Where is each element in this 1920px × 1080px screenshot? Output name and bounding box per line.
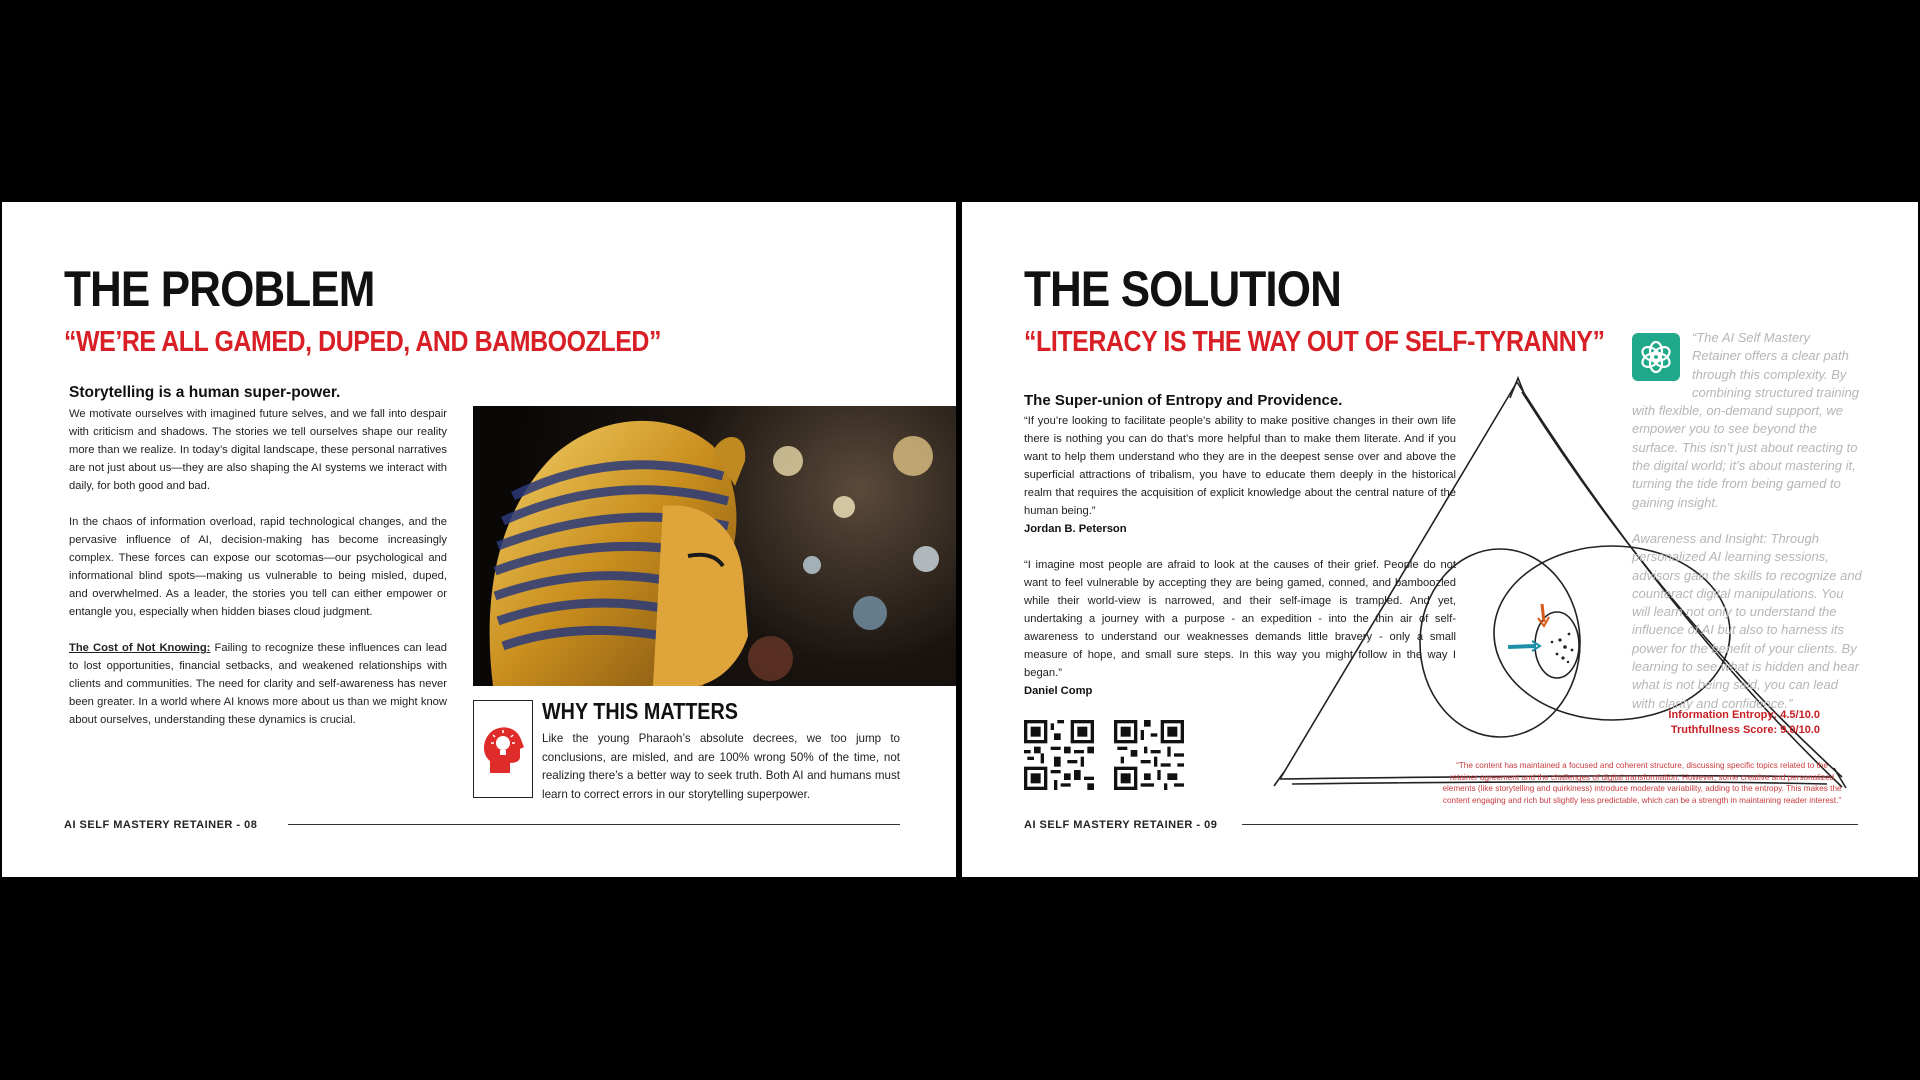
quote-text: “I imagine most people are afraid to look at the causes of their grief. People do not want to feel vulnerable by accepting they are being gamed, conned, and bamboozled while their world-view is narrowed, and their self-image is trampled. And yet, undertaking a journey with a purpose - an expedition - into the thin air of self-awareness to understand our weaknesses demands little bravery - only a small measure of hope, and small sure steps. In this way you might follow in the way I began.”	[1024, 559, 1456, 679]
paragraph: In the chaos of information overload, rapid technological changes, and the pervasive influence of AI, decision-making has become increasingly complex. These forces can expose our scotomas—our psychological and informational blind spots—making us vulnerable to being misled, duped, and overwhelmed. As a leader, the stories you tell can either empower or entangle you, especially when hidden biases cloud judgment.	[69, 516, 447, 618]
pharaoh-mask-illustration	[473, 406, 956, 686]
information-entropy-metric: Information Entropy: 4.5/10.0	[1668, 709, 1820, 721]
ai-commentary-paragraph	[1632, 329, 1862, 512]
page-footer: AI SELF MASTERY RETAINER - 09	[1024, 819, 1218, 831]
quote-author: Jordan B. Peterson	[1024, 523, 1127, 535]
footer-divider	[288, 824, 900, 825]
quote-comp	[1024, 556, 1456, 700]
footer-divider	[1242, 824, 1858, 825]
qr-code[interactable]	[1114, 720, 1184, 790]
page-subtitle: “WE’RE ALL GAMED, DUPED, AND BAMBOOZLED”	[64, 326, 662, 358]
ai-commentary-paragraph: Awareness and Insight: Through personalized AI learning sessions, advisors gain the skills to recognize and counteract digital manipulations. You will learn not only to understand the influence of AI but also to harness its power for the benefit of your clients. By learning to see what is hidden and hear what is not being said, you can lead with clarity and confidence.”	[1632, 530, 1862, 711]
lead-heading: The Super-union of Entropy and Providence.	[1024, 392, 1343, 409]
truthfulness-score-metric: Truthfullness Score: 9.0/10.0	[1670, 724, 1820, 736]
ai-commentary	[1632, 329, 1862, 731]
page-title: THE PROBLEM	[64, 261, 375, 317]
left-page	[2, 202, 956, 877]
quote-author: Daniel Comp	[1024, 685, 1093, 697]
lead-heading: Storytelling is a human super-power.	[69, 384, 341, 401]
quote-peterson	[1024, 412, 1456, 538]
why-this-matters-title: WHY THIS MATTERS	[542, 698, 738, 724]
paragraph: We motivate ourselves with imagined future selves, and we fall into despair with criticism and shadows. The stories we tell ourselves shape our reality more than we realize. In today’s digital landscape, these personal narratives are not just about us—they are also shaping the AI systems we interact with daily, for both good and bad.	[69, 408, 447, 492]
page-title: THE SOLUTION	[1024, 261, 1341, 317]
ai-analysis-note: “The content has maintained a focused and coherent structure, discussing specific topics related to the retainer agreement and the challenges of digital transformation. However, some creative and personalized elements (like storytelling and quirkiness) introduce moderate variability, adding to the entropy. This makes the content engaging and rich but slightly less predictable, which can be a strength in maintaining reader interest.”	[1442, 761, 1842, 805]
paragraph-text: Failing to recognize these influences can lead to lost opportunities, financial setbacks, and weakened relationships with clients and communities. The need for clarity and self-awareness has never been greater. In a world where AI knows more about us than we might know about ourselves, understanding these dynamics is crucial.	[69, 642, 447, 726]
right-page	[962, 202, 1918, 877]
lightbulb-head-icon	[473, 700, 533, 798]
qr-code[interactable]	[1024, 720, 1094, 790]
page-footer: AI SELF MASTERY RETAINER - 08	[64, 819, 258, 831]
pharaoh-image	[473, 406, 956, 686]
body-text	[69, 405, 447, 747]
why-this-matters-text: Like the young Pharaoh’s absolute decrees, we too jump to conclusions, are misled, and are 100% wrong 50% of the time, not realizing there’s a better way to seek truth. Both AI and humans must learn to correct errors in our storytelling superpower.	[542, 732, 900, 801]
paragraph-label: The Cost of Not Knowing:	[69, 642, 211, 654]
quote-text: “If you’re looking to facilitate people’s ability to make positive changes in their own life there is nothing you can do that’s more helpful than to make them literate. And if you want to help them understand who they are in the deepest sense over and above the superficial attractions of tribalism, you have to educate them deeply in the historical realm that requires the acquisition of explicit knowledge about the central nature of the human being.”	[1024, 415, 1456, 517]
ai-commentary-text: “The AI Self Mastery Retainer offers a clear path through this complexity. By combining structured training with flexible, on-demand support, we empower you to see beyond the surface. This isn’t just about reacting to the digital world; it’s about mastering it, turning the tide from being gamed to gaining insight.	[1632, 330, 1859, 510]
paragraph	[69, 639, 447, 729]
page-subtitle: “LITERACY IS THE WAY OUT OF SELF-TYRANNY”	[1024, 326, 1605, 358]
